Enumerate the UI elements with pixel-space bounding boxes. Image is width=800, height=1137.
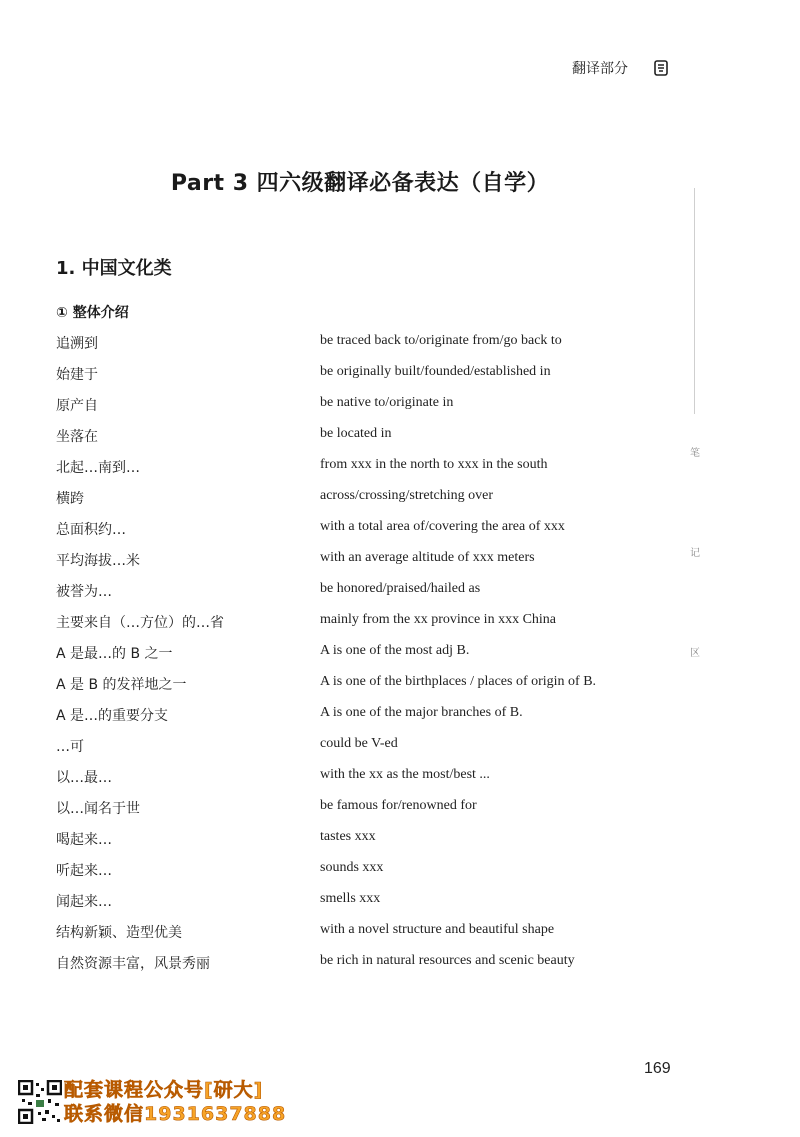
chinese-term: 总面积约… bbox=[56, 522, 126, 538]
english-translation: A is one of the most adj B. bbox=[320, 643, 470, 658]
english-translation: be located in bbox=[320, 426, 392, 441]
list-item bbox=[56, 638, 676, 669]
list-item bbox=[56, 483, 676, 514]
notes-margin-label: 记 bbox=[690, 548, 700, 559]
chinese-term: 北起…南到… bbox=[56, 460, 140, 476]
english-translation: smells xxx bbox=[320, 891, 381, 906]
chinese-term: 听起来… bbox=[56, 863, 112, 879]
chinese-term: A 是最…的 B 之一 bbox=[56, 646, 173, 662]
chinese-term: 原产自 bbox=[56, 398, 98, 414]
chinese-term: 自然资源丰富，风景秀丽 bbox=[56, 956, 210, 972]
english-translation: tastes xxx bbox=[320, 829, 376, 844]
chinese-term: A 是 B 的发祥地之一 bbox=[56, 677, 187, 693]
english-translation: from xxx in the north to xxx in the south bbox=[320, 457, 548, 472]
watermark-line: 联系微信1931637888 bbox=[64, 1103, 287, 1125]
chinese-term: 喝起来… bbox=[56, 832, 112, 848]
list-item bbox=[56, 762, 676, 793]
list-item bbox=[56, 731, 676, 762]
expression-list bbox=[56, 328, 676, 979]
header-section-label: 翻译部分 bbox=[572, 61, 628, 77]
list-item bbox=[56, 421, 676, 452]
chinese-term: 始建于 bbox=[56, 367, 98, 383]
english-translation: be rich in natural resources and scenic beauty bbox=[320, 953, 575, 968]
chinese-term: 被誉为… bbox=[56, 584, 112, 600]
page-title: Part 3 四六级翻译必备表达（自学） bbox=[170, 171, 550, 196]
chinese-term: 以…最… bbox=[56, 770, 112, 786]
chinese-term: 以…闻名于世 bbox=[56, 801, 140, 817]
list-item bbox=[56, 824, 676, 855]
list-item bbox=[56, 917, 676, 948]
english-translation: mainly from the xx province in xxx China bbox=[320, 612, 557, 627]
english-translation: with a total area of/covering the area of xxx bbox=[320, 519, 565, 534]
list-item bbox=[56, 545, 676, 576]
english-translation: be originally built/founded/established in bbox=[320, 364, 551, 379]
english-translation: be honored/praised/hailed as bbox=[320, 581, 481, 596]
chinese-term: 坐落在 bbox=[56, 429, 98, 445]
list-item bbox=[56, 669, 676, 700]
chinese-term: 平均海拔…米 bbox=[56, 553, 140, 569]
chinese-term: 追溯到 bbox=[56, 336, 98, 352]
list-item bbox=[56, 390, 676, 421]
list-item bbox=[56, 886, 676, 917]
list-item bbox=[56, 855, 676, 886]
section-heading: 1. 中国文化类 bbox=[56, 258, 172, 279]
notes-margin-label: 区 bbox=[690, 648, 700, 659]
watermark bbox=[64, 1078, 314, 1126]
list-item bbox=[56, 793, 676, 824]
chinese-term: 闻起来… bbox=[56, 894, 112, 910]
list-item bbox=[56, 700, 676, 731]
chinese-term: 横跨 bbox=[56, 491, 84, 507]
list-item bbox=[56, 328, 676, 359]
english-translation: be traced back to/originate from/go back to bbox=[320, 333, 562, 348]
chinese-term: 主要来自（…方位）的…省 bbox=[56, 615, 224, 631]
list-item bbox=[56, 948, 676, 979]
book-icon bbox=[654, 60, 668, 76]
english-translation: with the xx as the most/best ... bbox=[320, 767, 490, 782]
chinese-term: A 是…的重要分支 bbox=[56, 708, 169, 724]
notes-margin-label: 笔 bbox=[690, 448, 700, 459]
english-translation: be famous for/renowned for bbox=[320, 798, 477, 813]
chinese-term: …可 bbox=[56, 739, 84, 755]
english-translation: be native to/originate in bbox=[320, 395, 454, 410]
list-item bbox=[56, 359, 676, 390]
english-translation: A is one of the birthplaces / places of origin of B. bbox=[320, 674, 597, 689]
page-number: 169 bbox=[644, 1060, 671, 1077]
subsection-heading: ① 整体介绍 bbox=[56, 305, 129, 321]
list-item bbox=[56, 514, 676, 545]
list-item bbox=[56, 607, 676, 638]
english-translation: with an average altitude of xxx meters bbox=[320, 550, 535, 565]
english-translation: sounds xxx bbox=[320, 860, 384, 875]
notes-margin-rule bbox=[694, 188, 695, 414]
qr-code-icon bbox=[18, 1080, 62, 1124]
english-translation: A is one of the major branches of B. bbox=[320, 705, 523, 720]
english-translation: could be V-ed bbox=[320, 736, 398, 751]
chinese-term: 结构新颖、造型优美 bbox=[56, 925, 182, 941]
watermark-line: 配套课程公众号[研大] bbox=[64, 1079, 264, 1101]
english-translation: across/crossing/stretching over bbox=[320, 488, 494, 503]
english-translation: with a novel structure and beautiful shape bbox=[320, 922, 555, 937]
list-item bbox=[56, 452, 676, 483]
list-item bbox=[56, 576, 676, 607]
